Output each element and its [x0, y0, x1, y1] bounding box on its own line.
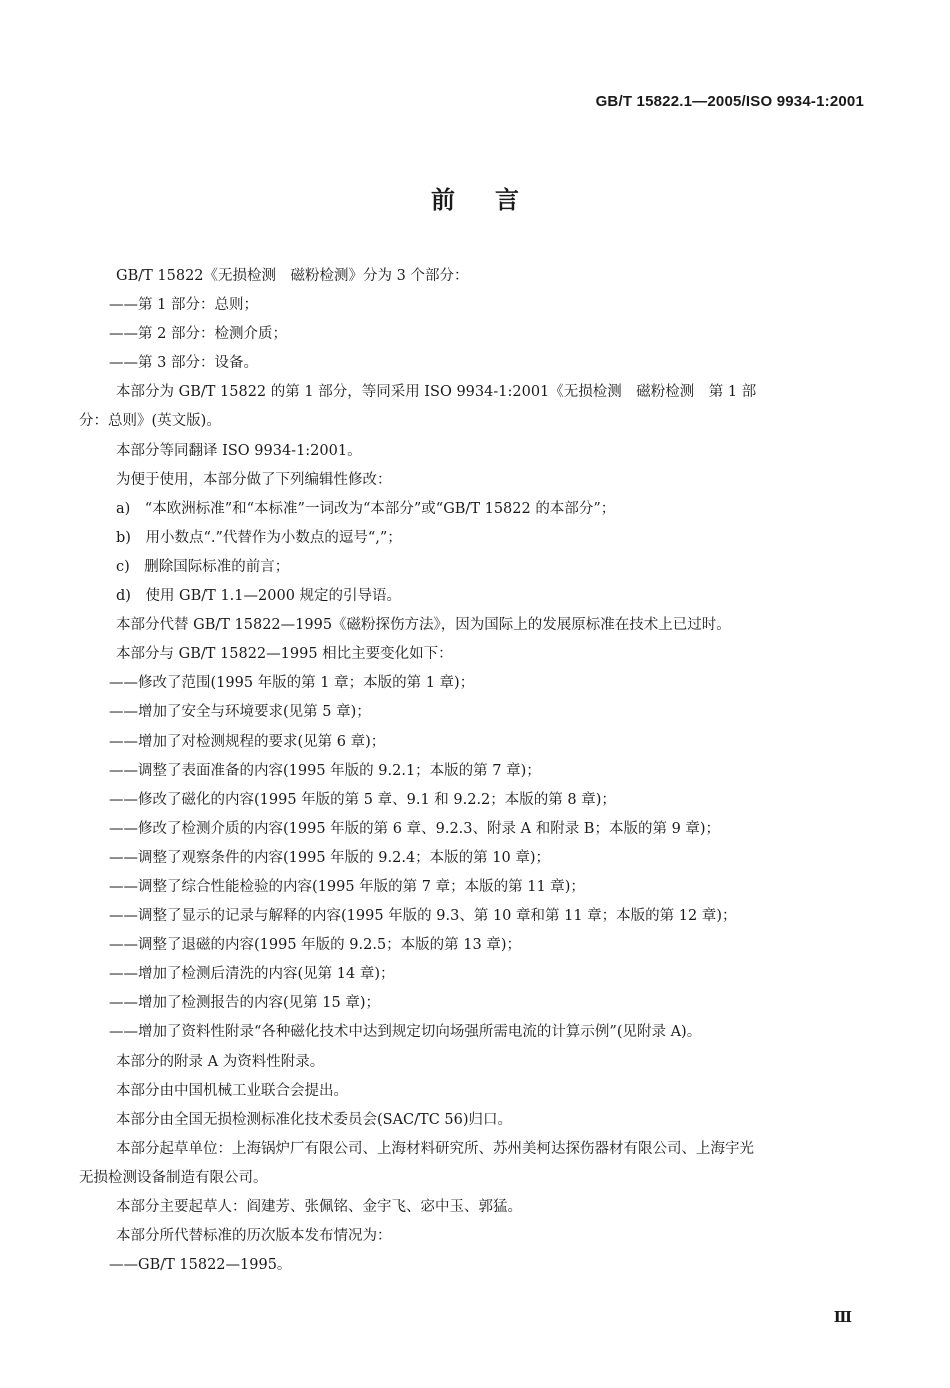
list-item: b) 用小数点“.”代替作为小数点的逗号“,”；: [116, 529, 402, 546]
text-line: 本部分起草单位：上海锅炉厂有限公司、上海材料研究所、苏州美柯达探伤器材有限公司、上海宇光: [116, 1140, 754, 1157]
standard-number: GB/T 15822.1—2005/ISO 9934-1:2001: [595, 93, 864, 110]
text-line: 本部分等同翻译 ISO 9934-1:2001。: [116, 442, 362, 459]
list-item: ——增加了资料性附录“各种磁化技术中达到规定切向场强所需电流的计算示例”(见附录 A)。: [109, 1024, 702, 1041]
text-line: 本部分与 GB/T 15822—1995 相比主要变化如下：: [116, 646, 453, 663]
list-item: ——第 1 部分：总则；: [109, 297, 258, 314]
list-item: ——修改了磁化的内容(1995 年版的第 5 章、9.1 和 9.2.2；本版的第 8 章)；: [109, 791, 616, 808]
list-item: ——增加了对检测规程的要求(见第 6 章)；: [109, 733, 386, 750]
list-item: a) “本欧洲标准”和“本标准”一词改为“本部分”或“GB/T 15822 的本部分”；: [116, 500, 616, 517]
list-item: ——调整了综合性能检验的内容(1995 年版的第 7 章；本版的第 11 章)；: [109, 878, 585, 895]
list-item: ——调整了表面准备的内容(1995 年版的 9.2.1；本版的第 7 章)；: [109, 762, 541, 779]
list-item: ——增加了检测报告的内容(见第 15 章)；: [109, 995, 380, 1012]
page-title: 前言: [431, 186, 559, 214]
text-line: 为便于使用，本部分做了下列编辑性修改：: [116, 471, 392, 488]
text-line: 本部分由中国机械工业联合会提出。: [116, 1082, 348, 1099]
list-item: ——修改了范围(1995 年版的第 1 章；本版的第 1 章)；: [109, 675, 475, 692]
preface-body: [79, 262, 879, 1280]
text-line: 本部分为 GB/T 15822 的第 1 部分，等同采用 ISO 9934-1:2001《无损检测 磁粉检测 第 1 部: [116, 384, 757, 401]
list-item: ——增加了检测后清洗的内容(见第 14 章)；: [109, 966, 395, 983]
text-line: 本部分由全国无损检测标准化技术委员会(SAC/TC 56)归口。: [116, 1111, 513, 1128]
list-item: ——调整了显示的记录与解释的内容(1995 年版的 9.3、第 10 章和第 11 章；本版的第 12 章)；: [109, 908, 737, 925]
text-line: 本部分主要起草人：阎建芳、张佩铭、金宇飞、宓中玉、郭猛。: [116, 1199, 522, 1215]
list-item: ——调整了退磁的内容(1995 年版的 9.2.5；本版的第 13 章)；: [109, 937, 521, 954]
list-item: ——修改了检测介质的内容(1995 年版的第 6 章、9.2.3、附录 A 和附录 B；本版的第 9 章)；: [109, 820, 721, 837]
text-line: 本部分代替 GB/T 15822—1995《磁粉探伤方法》，因为国际上的发展原标准在技术上已过时。: [116, 617, 731, 634]
list-item: ——第 2 部分：检测介质；: [109, 326, 287, 343]
list-item: d) 使用 GB/T 1.1—2000 规定的引导语。: [116, 588, 402, 605]
text-line: 分：总则》(英文版)。: [79, 413, 221, 430]
text-line: GB/T 15822《无损检测 磁粉检测》分为 3 个部分：: [116, 268, 469, 284]
list-item: c) 删除国际标准的前言；: [116, 558, 290, 575]
text-line: 本部分所代替标准的历次版本发布情况为：: [116, 1228, 392, 1245]
text-line: 本部分的附录 A 为资料性附录。: [116, 1053, 325, 1070]
list-item: ——GB/T 15822—1995。: [109, 1257, 292, 1274]
list-item: ——第 3 部分：设备。: [109, 355, 258, 372]
list-item: ——增加了安全与环境要求(见第 5 章)；: [109, 704, 371, 721]
text-line: 无损检测设备制造有限公司。: [79, 1169, 268, 1186]
list-item: ——调整了观察条件的内容(1995 年版的 9.2.4；本版的第 10 章)；: [109, 849, 550, 866]
page-number: Ⅲ: [833, 1308, 852, 1326]
